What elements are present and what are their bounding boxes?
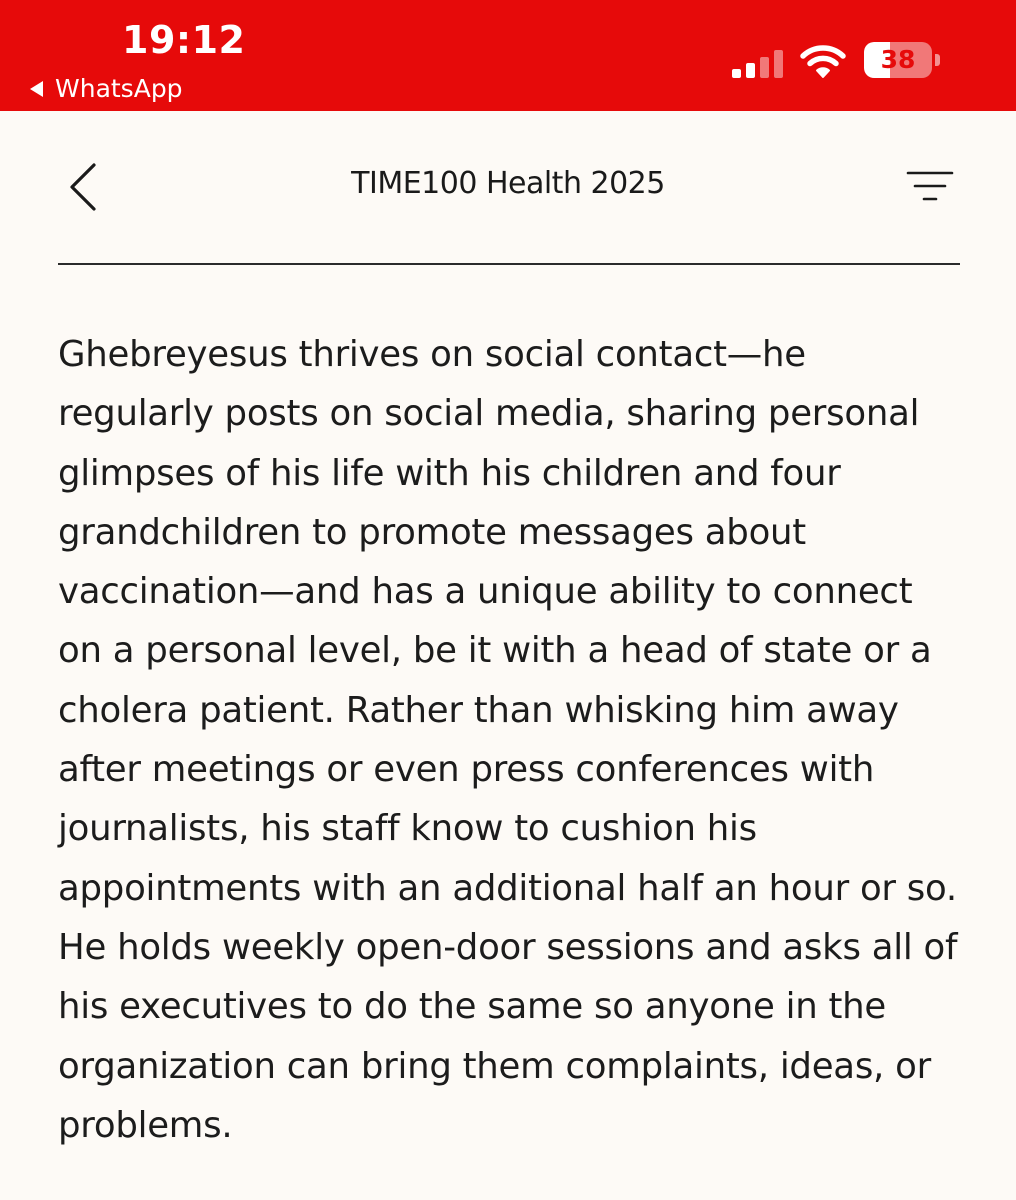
battery-indicator xyxy=(864,42,940,78)
status-time: 19:12 xyxy=(122,18,246,62)
status-bar xyxy=(0,0,1016,111)
wifi-icon xyxy=(800,43,846,79)
battery-level: 38 xyxy=(880,45,916,74)
article-paragraph: Ghebreyesus thrives on social contact—he regularly posts on social media, sharing personal glimpses of his life with his children and four grandchildren to promote messages about vaccination—and has a unique ability to connect on a personal level, be it with a head of state or a cholera patient. Rather than whisking him away after meetings or even press conferences with journalists, his staff know to cushion his appointments with an additional half an hour or so. He holds weekly open-door sessions and asks all of his executives to do the same so anyone in the organization can bring them complaints, ideas, or problems. xyxy=(58,334,958,1146)
back-to-app-label: WhatsApp xyxy=(55,74,183,103)
battery-cap xyxy=(935,54,940,66)
battery-body xyxy=(864,42,932,78)
back-triangle-icon xyxy=(30,81,43,97)
filter-lines-icon[interactable] xyxy=(900,167,960,207)
navigation-bar xyxy=(0,111,1016,265)
header-divider xyxy=(58,263,960,265)
cellular-signal-icon xyxy=(732,50,786,78)
page-title: TIME100 Health 2025 xyxy=(351,166,665,201)
back-to-app-button[interactable] xyxy=(30,74,183,103)
